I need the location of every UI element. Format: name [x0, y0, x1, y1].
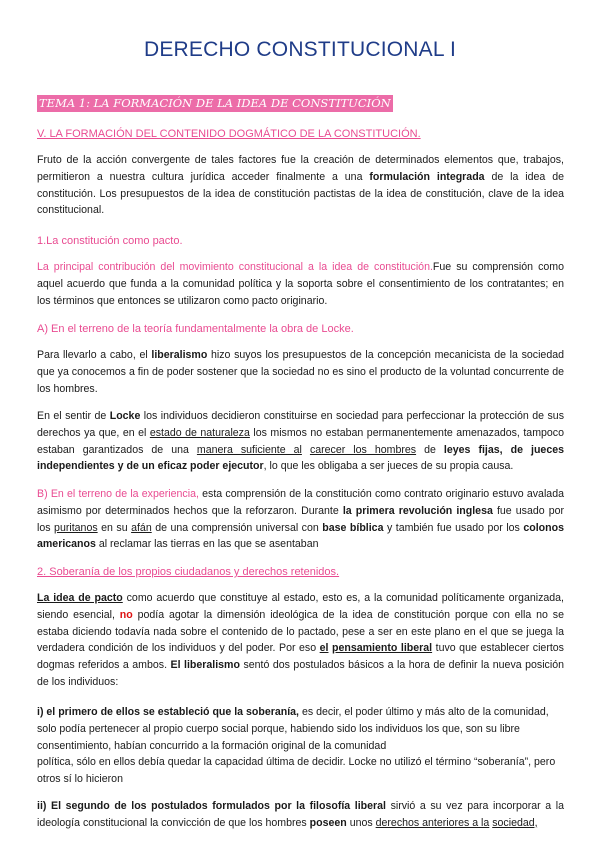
text-run: en su — [97, 521, 132, 534]
heading-1: 1.La constitución como pacto. — [37, 235, 183, 247]
text-run: los mismos no estaban permanentemente amenazados, tampoco estaban garantizados de una — [37, 426, 564, 456]
text-run: B) En el terreno de la experiencia, — [37, 488, 199, 500]
text-run: pensamiento liberal — [332, 642, 433, 655]
paragraph-4 — [37, 408, 564, 475]
paragraph-2 — [37, 259, 564, 309]
tema-heading: TEMA 1: LA FORMACIÓN DE LA IDEA DE CONSTITUCIÓN — [39, 96, 391, 110]
text-run: carecer los hombres — [309, 443, 417, 456]
paragraph-1 — [37, 152, 564, 219]
section-v-heading-text: V. LA FORMACIÓN DEL CONTENIDO DOGMÁTICO DE LA CONSTITUCIÓN. — [37, 128, 421, 140]
text-run: de una comprensión universal con — [151, 521, 323, 534]
text-run: i) el primero de ellos se estableció que la soberanía, — [37, 706, 299, 718]
paragraph-8 — [37, 798, 564, 832]
paragraph-7 — [37, 704, 564, 788]
text-run: Para llevarlo a cabo, el — [37, 349, 152, 361]
text-run: La principal contribución del movimiento constitucional a la idea de constitución. — [37, 261, 433, 273]
paragraph-5 — [37, 486, 564, 553]
text-run: liberalismo — [151, 349, 208, 361]
text-run — [302, 444, 310, 456]
text-run: afán — [131, 521, 152, 534]
text-run: derechos anteriores a la — [375, 816, 490, 829]
text-run: de la idea de constitución. Los presupuestos de la idea de constitución pactistas de la idea de constitución, clave de la idea constitucional. — [37, 170, 564, 217]
text-run: de — [416, 443, 444, 456]
text-run: sentó dos postulados básicos a la hora de definir la nueva posición de los individuos: — [37, 659, 564, 688]
heading-a: A) En el terreno de la teoría fundamentalmente la obra de Locke. — [37, 323, 354, 335]
text-run: , lo que les obligaba a ser jueces de su propia causa. — [263, 460, 514, 473]
heading-2 — [37, 564, 564, 581]
text-run: unos — [346, 816, 376, 829]
text-run: manera suficiente al — [196, 443, 302, 456]
text-run: fue usado por los — [37, 504, 565, 534]
text-run: podía agotar la dimensión ideológica de la idea de constitución porque con ella no se estaba diciendo todavía nada sobre el contenido de lo pactado, pese a ser en este plano en el que se juega la verdadera condición de los individuos y del poder. Por eso — [37, 608, 564, 655]
section-v-heading — [37, 126, 564, 143]
text-run: leyes fijas, de jueces independientes y de un eficaz poder ejecutor — [37, 443, 564, 473]
text-run: base bíblica — [322, 521, 384, 534]
text-run: El liberalismo — [170, 659, 240, 672]
text-run: ii) El segundo de los postulados formulados por la filosofía liberal — [37, 800, 386, 812]
text-run: Fue su comprensión como aquel acuerdo que funda a la comunidad política y la soporta sobre el consentimiento de los contratantes; en los términos que entonces se utilizaron como pacto originario. — [37, 261, 564, 307]
paragraph-3 — [37, 347, 564, 397]
text-run: es decir, el poder último y más alto de la comunidad, solo podía pertenecer al propio cuerpo social porque, habiendo sido los individuos los que, son su libre consentimiento, habían concurrido a la formación original de la comunidad — [37, 706, 549, 752]
text-run: sirvió a su vez para incorporar a la ideología constitucional la convicción de que los hombres — [37, 800, 564, 829]
text-run: al reclamar las tierras en las que se asentaban — [95, 538, 319, 551]
paragraph-6 — [37, 590, 564, 691]
text-run: el — [319, 642, 329, 655]
text-run: Locke — [109, 410, 141, 422]
text-run: poseen — [309, 816, 347, 829]
text-run: política, sólo en ellos debía quedar la capacidad última de decidir. Locke no utilizó el término “soberanía”, pero otros sí lo hicieron — [37, 756, 556, 786]
text-run: y también fue usado por los — [383, 521, 524, 534]
text-run: esta comprensión de la constitución como contrato originario estuvo avalada asimismo por determinados hechos que la reforzaron. Durante — [37, 488, 564, 517]
text-run: la primera revolución inglesa — [342, 504, 493, 517]
heading-2-text: 2. Soberanía de los propios ciudadanos y derechos retenidos. — [37, 566, 340, 578]
text-run: como acuerdo que constituye al estado, esto es, a la comunidad políticamente organizada, siendo esencial, — [37, 592, 564, 621]
text-run: los individuos decidieron constituirse en sociedad para perfeccionar la protección de sus derechos ya que, en el — [37, 410, 564, 439]
text-run: sociedad, — [492, 816, 538, 829]
text-run: formulación integrada — [369, 170, 485, 183]
text-run: La idea de pacto — [37, 592, 123, 604]
text-run: colonos americanos — [37, 521, 564, 551]
text-run: no — [119, 608, 133, 621]
text-run: tuvo que establecer ciertos dogmas referidos a ambos. — [37, 642, 564, 672]
text-run: hizo suyos los presupuestos de la concepción mecanicista de la sociedad que ya conocemos a fin de poder sostener que la sociedad no es sino el producto de la voluntad concurrente de los hombres. — [37, 349, 564, 395]
text-run: En el sentir de — [37, 410, 110, 422]
text-run: puritanos — [54, 521, 98, 534]
text-run: Fruto de la acción convergente de tales factores fue la creación de determinados elementos que, trabajos, permitieron a nuestra cultura jurídica acceder finalmente a una — [37, 154, 564, 183]
text-run: estado de naturaleza — [149, 426, 250, 439]
document-title: DERECHO CONSTITUCIONAL I — [143, 38, 457, 61]
